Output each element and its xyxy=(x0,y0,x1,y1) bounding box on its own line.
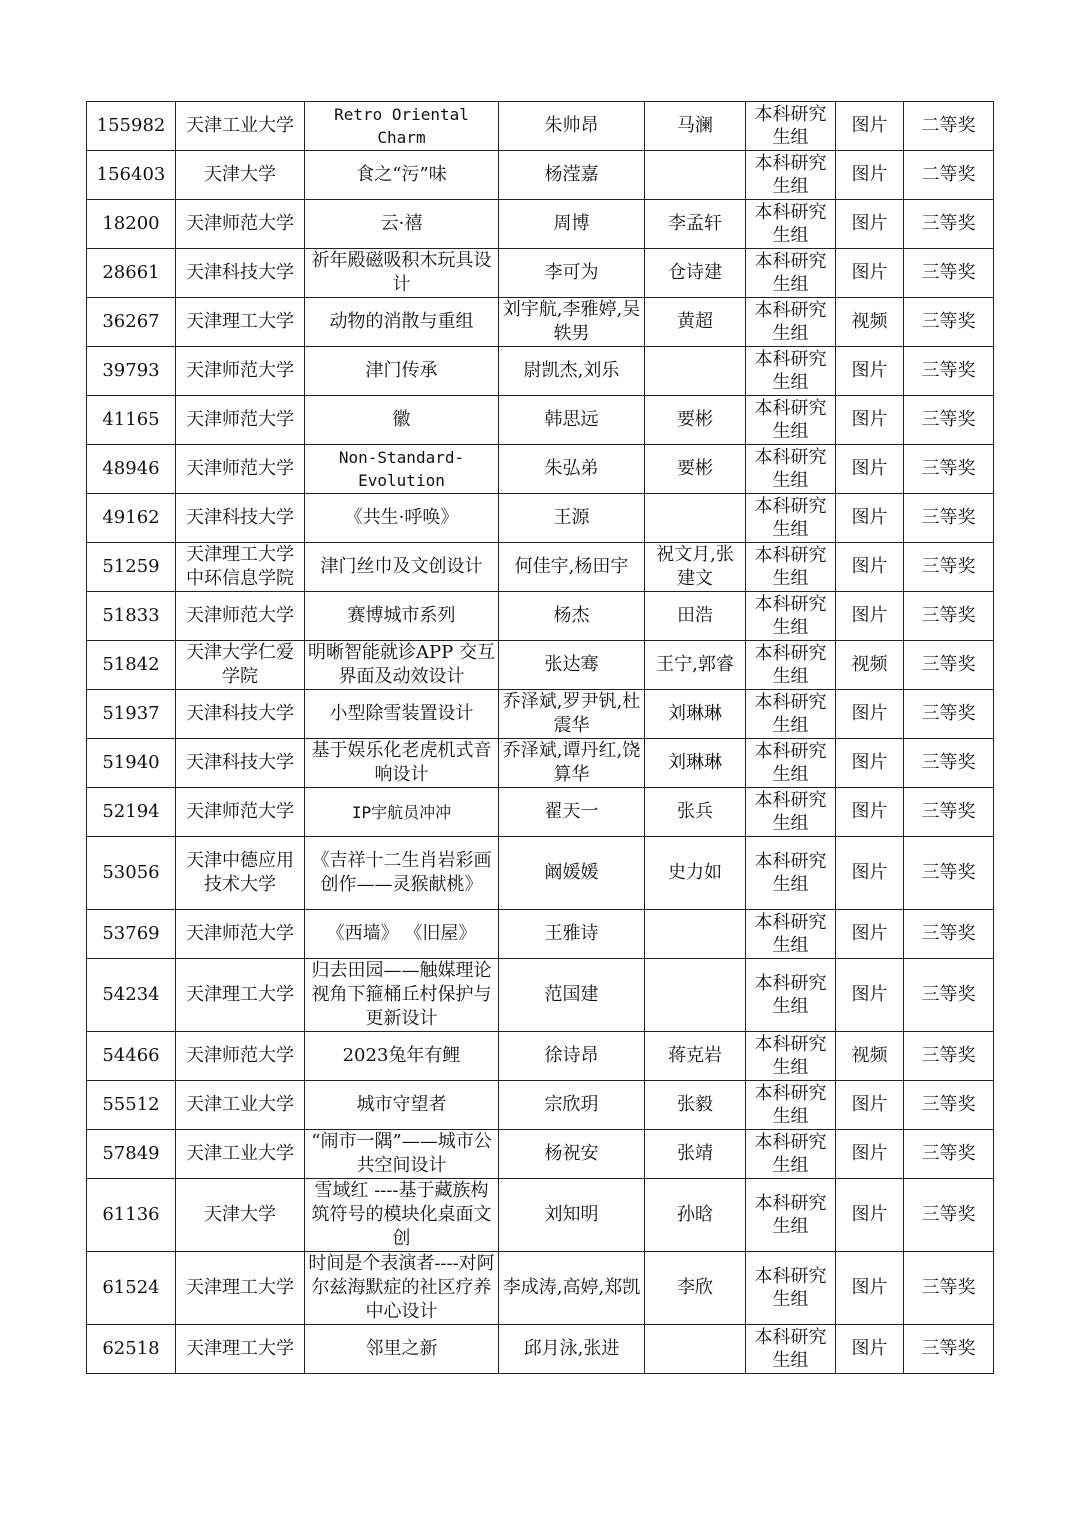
work-title-cell: 《吉祥十二生肖岩彩画创作——灵猴献桃》 xyxy=(305,837,499,910)
award-cell: 三等奖 xyxy=(904,543,994,592)
award-rows xyxy=(87,102,994,1374)
table-row xyxy=(87,445,994,494)
award-cell: 三等奖 xyxy=(904,1130,994,1179)
school-cell: 天津师范大学 xyxy=(176,200,305,249)
advisor-cell: 张靖 xyxy=(645,1130,746,1179)
media-type-cell: 图片 xyxy=(836,690,904,739)
school-cell: 天津工业大学 xyxy=(176,102,305,151)
group-cell: 本科研究生组 xyxy=(746,102,836,151)
advisor-cell: 田浩 xyxy=(645,592,746,641)
work-title-cell: 祈年殿磁吸积木玩具设计 xyxy=(305,249,499,298)
award-cell: 三等奖 xyxy=(904,641,994,690)
advisor-cell: 张毅 xyxy=(645,1081,746,1130)
school-cell: 天津大学 xyxy=(176,1179,305,1252)
work-title-cell: 徽 xyxy=(305,396,499,445)
award-cell: 三等奖 xyxy=(904,200,994,249)
authors-cell: 邱月泳,张进 xyxy=(499,1325,645,1374)
group-cell: 本科研究生组 xyxy=(746,445,836,494)
school-cell: 天津师范大学 xyxy=(176,445,305,494)
table-row xyxy=(87,543,994,592)
work-title-cell: 明晰智能就诊APP 交互界面及动效设计 xyxy=(305,641,499,690)
entry-id-cell: 155982 xyxy=(87,102,176,151)
table-row xyxy=(87,102,994,151)
group-cell: 本科研究生组 xyxy=(746,543,836,592)
school-cell: 天津师范大学 xyxy=(176,592,305,641)
entry-id-cell: 41165 xyxy=(87,396,176,445)
authors-cell: 阚媛媛 xyxy=(499,837,645,910)
advisor-cell: 刘琳琳 xyxy=(645,690,746,739)
work-title-cell: “闹市一隅”——城市公共空间设计 xyxy=(305,1130,499,1179)
entry-id-cell: 53769 xyxy=(87,910,176,959)
authors-cell: 周博 xyxy=(499,200,645,249)
advisor-cell: 史力如 xyxy=(645,837,746,910)
table-row xyxy=(87,739,994,788)
entry-id-cell: 52194 xyxy=(87,788,176,837)
school-cell: 天津科技大学 xyxy=(176,690,305,739)
media-type-cell: 图片 xyxy=(836,102,904,151)
table-row xyxy=(87,151,994,200)
award-cell: 二等奖 xyxy=(904,151,994,200)
award-cell: 三等奖 xyxy=(904,910,994,959)
award-cell: 三等奖 xyxy=(904,249,994,298)
entry-id-cell: 61136 xyxy=(87,1179,176,1252)
media-type-cell: 图片 xyxy=(836,1325,904,1374)
school-cell: 天津师范大学 xyxy=(176,396,305,445)
work-title-cell: Non-Standard-Evolution xyxy=(305,445,499,494)
table-row xyxy=(87,1252,994,1325)
group-cell: 本科研究生组 xyxy=(746,788,836,837)
group-cell: 本科研究生组 xyxy=(746,592,836,641)
work-title-cell: 雪域红 ----基于藏族构筑符号的模块化桌面文创 xyxy=(305,1179,499,1252)
work-title-cell: 《共生·呼唤》 xyxy=(305,494,499,543)
table-row xyxy=(87,1081,994,1130)
award-cell: 三等奖 xyxy=(904,1252,994,1325)
entry-id-cell: 48946 xyxy=(87,445,176,494)
entry-id-cell: 156403 xyxy=(87,151,176,200)
authors-cell: 王雅诗 xyxy=(499,910,645,959)
school-cell: 天津师范大学 xyxy=(176,910,305,959)
entry-id-cell: 36267 xyxy=(87,298,176,347)
school-cell: 天津师范大学 xyxy=(176,788,305,837)
authors-cell: 翟天一 xyxy=(499,788,645,837)
authors-cell: 刘知明 xyxy=(499,1179,645,1252)
authors-cell: 王源 xyxy=(499,494,645,543)
group-cell: 本科研究生组 xyxy=(746,1179,836,1252)
advisor-cell: 李欣 xyxy=(645,1252,746,1325)
table-row xyxy=(87,1032,994,1081)
advisor-cell: 刘琳琳 xyxy=(645,739,746,788)
advisor-cell xyxy=(645,1325,746,1374)
group-cell: 本科研究生组 xyxy=(746,1130,836,1179)
advisor-cell xyxy=(645,910,746,959)
table-row xyxy=(87,959,994,1032)
table-row xyxy=(87,788,994,837)
entry-id-cell: 49162 xyxy=(87,494,176,543)
work-title-cell: 城市守望者 xyxy=(305,1081,499,1130)
authors-cell: 徐诗昂 xyxy=(499,1032,645,1081)
school-cell: 天津师范大学 xyxy=(176,347,305,396)
media-type-cell: 视频 xyxy=(836,298,904,347)
entry-id-cell: 51842 xyxy=(87,641,176,690)
media-type-cell: 图片 xyxy=(836,151,904,200)
school-cell: 天津理工大学 xyxy=(176,1325,305,1374)
media-type-cell: 图片 xyxy=(836,837,904,910)
authors-cell: 李成涛,高婷,郑凯 xyxy=(499,1252,645,1325)
group-cell: 本科研究生组 xyxy=(746,151,836,200)
work-title-cell: 小型除雪装置设计 xyxy=(305,690,499,739)
table-row xyxy=(87,396,994,445)
entry-id-cell: 51833 xyxy=(87,592,176,641)
group-cell: 本科研究生组 xyxy=(746,910,836,959)
group-cell: 本科研究生组 xyxy=(746,739,836,788)
work-title-cell: 时间是个表演者----对阿尔兹海默症的社区疗养中心设计 xyxy=(305,1252,499,1325)
table-row xyxy=(87,641,994,690)
media-type-cell: 图片 xyxy=(836,1081,904,1130)
school-cell: 天津科技大学 xyxy=(176,739,305,788)
work-title-cell: 津门传承 xyxy=(305,347,499,396)
advisor-cell: 黄超 xyxy=(645,298,746,347)
group-cell: 本科研究生组 xyxy=(746,959,836,1032)
group-cell: 本科研究生组 xyxy=(746,690,836,739)
advisor-cell: 张兵 xyxy=(645,788,746,837)
authors-cell: 刘宇航,李雅婷,吴轶男 xyxy=(499,298,645,347)
authors-cell: 尉凯杰,刘乐 xyxy=(499,347,645,396)
school-cell: 天津理工大学 xyxy=(176,298,305,347)
table-row xyxy=(87,494,994,543)
authors-cell: 乔泽斌,罗尹钒,杜震华 xyxy=(499,690,645,739)
advisor-cell: 祝文月,张建文 xyxy=(645,543,746,592)
group-cell: 本科研究生组 xyxy=(746,1252,836,1325)
media-type-cell: 图片 xyxy=(836,1179,904,1252)
work-title-cell: 基于娱乐化老虎机式音响设计 xyxy=(305,739,499,788)
award-cell: 三等奖 xyxy=(904,837,994,910)
entry-id-cell: 53056 xyxy=(87,837,176,910)
work-title-cell: Retro Oriental Charm xyxy=(305,102,499,151)
table-row xyxy=(87,347,994,396)
authors-cell: 范国建 xyxy=(499,959,645,1032)
table-row xyxy=(87,200,994,249)
award-cell: 三等奖 xyxy=(904,739,994,788)
table-row xyxy=(87,1130,994,1179)
award-cell: 三等奖 xyxy=(904,1081,994,1130)
award-cell: 三等奖 xyxy=(904,494,994,543)
table-row xyxy=(87,298,994,347)
media-type-cell: 视频 xyxy=(836,1032,904,1081)
table-row xyxy=(87,249,994,298)
media-type-cell: 图片 xyxy=(836,347,904,396)
school-cell: 天津大学 xyxy=(176,151,305,200)
entry-id-cell: 54466 xyxy=(87,1032,176,1081)
work-title-cell: 云·禧 xyxy=(305,200,499,249)
group-cell: 本科研究生组 xyxy=(746,249,836,298)
entry-id-cell: 51940 xyxy=(87,739,176,788)
work-title-cell: 《西墙》 《旧屋》 xyxy=(305,910,499,959)
group-cell: 本科研究生组 xyxy=(746,641,836,690)
advisor-cell: 仓诗建 xyxy=(645,249,746,298)
authors-cell: 杨滢嘉 xyxy=(499,151,645,200)
work-title-cell: 邻里之新 xyxy=(305,1325,499,1374)
advisor-cell xyxy=(645,494,746,543)
award-cell: 二等奖 xyxy=(904,102,994,151)
work-title-cell: 2023兔年有鲤 xyxy=(305,1032,499,1081)
media-type-cell: 图片 xyxy=(836,543,904,592)
school-cell: 天津理工大学 xyxy=(176,1252,305,1325)
work-title-cell: 赛博城市系列 xyxy=(305,592,499,641)
authors-cell: 张达骞 xyxy=(499,641,645,690)
advisor-cell: 孙晗 xyxy=(645,1179,746,1252)
award-cell: 三等奖 xyxy=(904,445,994,494)
advisor-cell: 王宁,郭睿 xyxy=(645,641,746,690)
school-cell: 天津科技大学 xyxy=(176,494,305,543)
award-cell: 三等奖 xyxy=(904,396,994,445)
school-cell: 天津理工大学 xyxy=(176,959,305,1032)
group-cell: 本科研究生组 xyxy=(746,494,836,543)
media-type-cell: 图片 xyxy=(836,592,904,641)
award-cell: 三等奖 xyxy=(904,592,994,641)
authors-cell: 宗欣玥 xyxy=(499,1081,645,1130)
award-cell: 三等奖 xyxy=(904,298,994,347)
school-cell: 天津师范大学 xyxy=(176,1032,305,1081)
advisor-cell: 要彬 xyxy=(645,396,746,445)
entry-id-cell: 55512 xyxy=(87,1081,176,1130)
table-row xyxy=(87,592,994,641)
work-title-cell: 津门丝巾及文创设计 xyxy=(305,543,499,592)
school-cell: 天津科技大学 xyxy=(176,249,305,298)
entry-id-cell: 54234 xyxy=(87,959,176,1032)
media-type-cell: 图片 xyxy=(836,445,904,494)
entry-id-cell: 51259 xyxy=(87,543,176,592)
work-title-cell: 动物的消散与重组 xyxy=(305,298,499,347)
school-cell: 天津工业大学 xyxy=(176,1081,305,1130)
group-cell: 本科研究生组 xyxy=(746,347,836,396)
entry-id-cell: 18200 xyxy=(87,200,176,249)
media-type-cell: 图片 xyxy=(836,249,904,298)
authors-cell: 何佳宇,杨田宇 xyxy=(499,543,645,592)
award-cell: 三等奖 xyxy=(904,959,994,1032)
advisor-cell: 李孟轩 xyxy=(645,200,746,249)
award-cell: 三等奖 xyxy=(904,1032,994,1081)
work-title-cell: 归去田园——触媒理论视角下箍桶丘村保护与更新设计 xyxy=(305,959,499,1032)
table-row xyxy=(87,690,994,739)
school-cell: 天津理工大学中环信息学院 xyxy=(176,543,305,592)
award-cell: 三等奖 xyxy=(904,347,994,396)
award-table xyxy=(86,101,994,1374)
media-type-cell: 图片 xyxy=(836,1252,904,1325)
school-cell: 天津工业大学 xyxy=(176,1130,305,1179)
media-type-cell: 图片 xyxy=(836,739,904,788)
group-cell: 本科研究生组 xyxy=(746,200,836,249)
advisor-cell: 蒋克岩 xyxy=(645,1032,746,1081)
table-row xyxy=(87,1179,994,1252)
authors-cell: 朱弘弟 xyxy=(499,445,645,494)
advisor-cell: 马澜 xyxy=(645,102,746,151)
group-cell: 本科研究生组 xyxy=(746,837,836,910)
award-cell: 三等奖 xyxy=(904,690,994,739)
award-cell: 三等奖 xyxy=(904,1179,994,1252)
entry-id-cell: 61524 xyxy=(87,1252,176,1325)
entry-id-cell: 62518 xyxy=(87,1325,176,1374)
media-type-cell: 视频 xyxy=(836,641,904,690)
authors-cell: 朱帅昂 xyxy=(499,102,645,151)
advisor-cell xyxy=(645,151,746,200)
authors-cell: 韩思远 xyxy=(499,396,645,445)
entry-id-cell: 39793 xyxy=(87,347,176,396)
work-title-cell: IP宇航员冲冲 xyxy=(305,788,499,837)
media-type-cell: 图片 xyxy=(836,788,904,837)
group-cell: 本科研究生组 xyxy=(746,396,836,445)
table-row xyxy=(87,837,994,910)
group-cell: 本科研究生组 xyxy=(746,1081,836,1130)
group-cell: 本科研究生组 xyxy=(746,1325,836,1374)
award-cell: 三等奖 xyxy=(904,788,994,837)
entry-id-cell: 51937 xyxy=(87,690,176,739)
table-row xyxy=(87,1325,994,1374)
authors-cell: 乔泽斌,谭丹红,饶算华 xyxy=(499,739,645,788)
table-row xyxy=(87,910,994,959)
media-type-cell: 图片 xyxy=(836,1130,904,1179)
school-cell: 天津中德应用技术大学 xyxy=(176,837,305,910)
award-cell: 三等奖 xyxy=(904,1325,994,1374)
advisor-cell: 要彬 xyxy=(645,445,746,494)
authors-cell: 杨祝安 xyxy=(499,1130,645,1179)
media-type-cell: 图片 xyxy=(836,396,904,445)
media-type-cell: 图片 xyxy=(836,494,904,543)
authors-cell: 杨杰 xyxy=(499,592,645,641)
group-cell: 本科研究生组 xyxy=(746,1032,836,1081)
media-type-cell: 图片 xyxy=(836,959,904,1032)
media-type-cell: 图片 xyxy=(836,910,904,959)
authors-cell: 李可为 xyxy=(499,249,645,298)
entry-id-cell: 28661 xyxy=(87,249,176,298)
advisor-cell xyxy=(645,959,746,1032)
group-cell: 本科研究生组 xyxy=(746,298,836,347)
work-title-cell: 食之“污”味 xyxy=(305,151,499,200)
media-type-cell: 图片 xyxy=(836,200,904,249)
entry-id-cell: 57849 xyxy=(87,1130,176,1179)
school-cell: 天津大学仁爱学院 xyxy=(176,641,305,690)
advisor-cell xyxy=(645,347,746,396)
